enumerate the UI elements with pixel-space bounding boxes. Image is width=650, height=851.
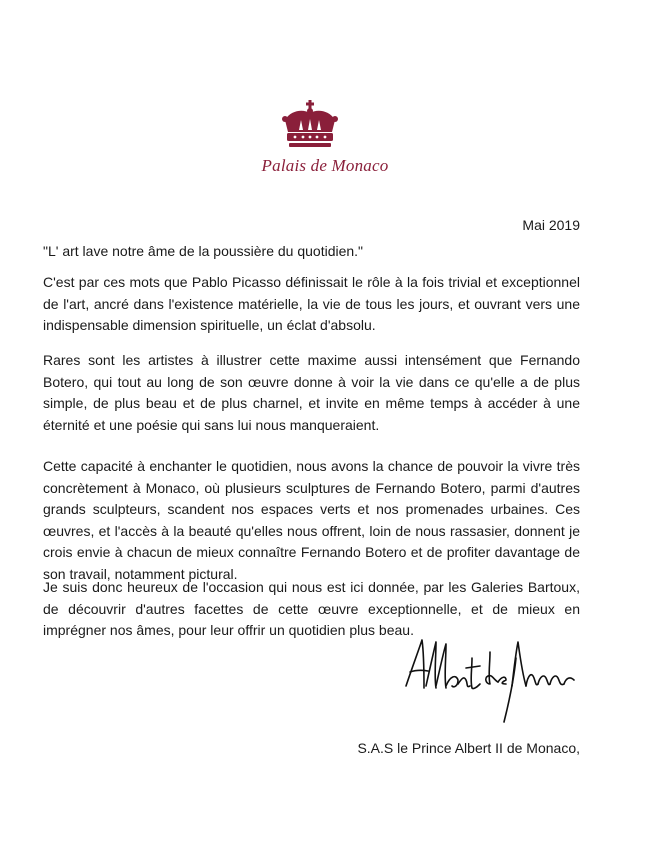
letter-date: Mai 2019 xyxy=(522,217,580,233)
paragraph-1: C'est par ces mots que Pablo Picasso définissait le rôle à la fois trivial et exceptionnel de l'art, ancré dans l'existence matérielle, la vie de tous les jours, et ouvrant vers une indispensable dimension spirituelle, un éclat d'absolu. xyxy=(43,274,580,333)
paragraph-3: Cette capacité à enchanter le quotidien, nous avons la chance de pouvoir la vivre très concrètement à Monaco, où plusieurs sculptures de Fernando Botero, parmi d'autres grands sculpteurs, scandent nos espaces verts et nos promenades urbaines. Ces œuvres, et l'accès à la beauté qu'elles nous offrent, loin de nous rassasier, donnent je crois envie à chacun de mieux connaître Fernando Botero et de profiter davantage de son travail, notamment pictural. xyxy=(43,458,580,582)
palace-name: Palais de Monaco xyxy=(261,156,389,175)
signer-name: S.A.S le Prince Albert II de Monaco, xyxy=(357,740,580,756)
handwritten-signature xyxy=(398,628,578,728)
paragraph-4: Je suis donc heureux de l'occasion qui nous est ici donnée, par les Galeries Bartoux, de découvrir d'autres facettes de cette œuvre exceptionnelle, et de mieux en imprégner nos âmes, pour leur offrir un quotidien plus beau. xyxy=(43,579,580,638)
opening-quote: "L' art lave notre âme de la poussière du quotidien." xyxy=(43,243,364,259)
royal-crown-icon xyxy=(279,100,341,150)
paragraph-2: Rares sont les artistes à illustrer cette maxime aussi intensément que Fernando Botero, qui tout au long de son œuvre donne à voir la vie dans ce qu'elle a de plus simple, de plus beau et de plus charnel, et invite en même temps à accéder à une éternité et une poésie qui sans lui nous manqueraient. xyxy=(43,352,580,433)
